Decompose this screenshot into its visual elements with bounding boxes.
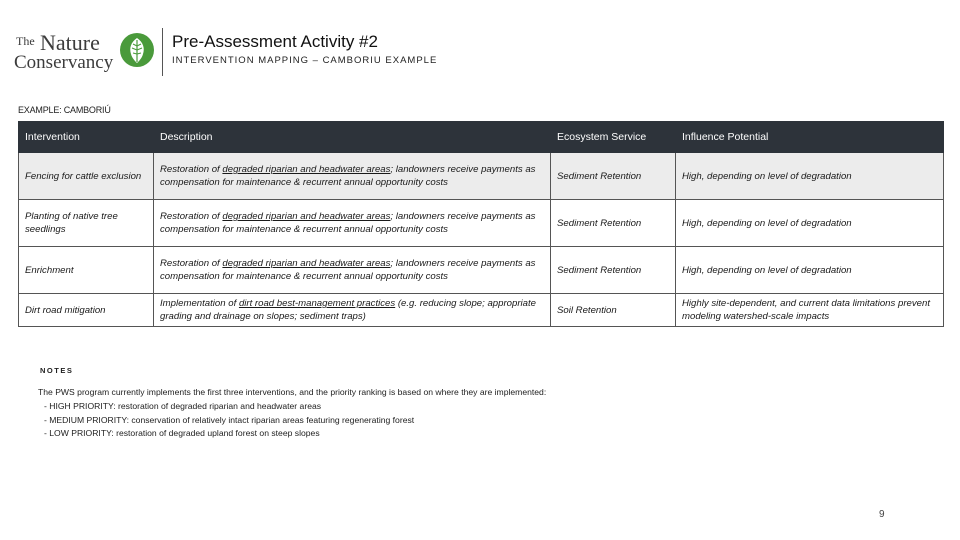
table-row <box>19 200 944 247</box>
table-row <box>19 247 944 294</box>
logo-conservancy: Conservancy <box>14 52 114 73</box>
description-underlined-term: degraded riparian and headwater areas <box>222 258 391 269</box>
list-item: - LOW PRIORITY: restoration of degraded upland forest on steep slopes <box>44 427 414 441</box>
cell-description: Implementation of dirt road best-management practices (e.g. reducing slope; appropriate grading and drainage on slopes; sediment traps) <box>154 294 551 327</box>
column-header-description: Description <box>154 122 551 153</box>
notes-heading: NOTES <box>40 366 74 375</box>
logo-nature: Nature <box>40 30 100 55</box>
tnc-logo <box>14 30 156 74</box>
cell-ecosystem-service: Soil Retention <box>551 294 676 327</box>
cell-description: Restoration of degraded riparian and headwater areas; landowners receive payments as compensation for maintenance & recurrent annual opportunity costs <box>154 153 551 200</box>
cell-ecosystem-service: Sediment Retention <box>551 153 676 200</box>
cell-intervention: Fencing for cattle exclusion <box>19 153 154 200</box>
description-underlined-term: degraded riparian and headwater areas <box>222 211 391 222</box>
table-row <box>19 153 944 200</box>
cell-ecosystem-service: Sediment Retention <box>551 200 676 247</box>
cell-influence-potential: High, depending on level of degradation <box>676 153 944 200</box>
cell-influence-potential: High, depending on level of degradation <box>676 247 944 294</box>
column-header-influence-potential: Influence Potential <box>676 122 944 153</box>
page-title: Pre-Assessment Activity #2 <box>172 32 378 51</box>
page-subtitle: INTERVENTION MAPPING – CAMBORIU EXAMPLE <box>172 55 438 66</box>
cell-influence-potential: High, depending on level of degradation <box>676 200 944 247</box>
cell-intervention: Planting of native tree seedlings <box>19 200 154 247</box>
cell-intervention: Enrichment <box>19 247 154 294</box>
cell-ecosystem-service: Sediment Retention <box>551 247 676 294</box>
intervention-table <box>18 121 944 327</box>
page-number: 9 <box>879 509 885 520</box>
logo-the: The <box>16 34 35 48</box>
notes-intro: The PWS program currently implements the first three interventions, and the priority ranking is based on where they are implemented: <box>38 387 547 397</box>
column-header-ecosystem-service: Ecosystem Service <box>551 122 676 153</box>
table-header-row <box>19 122 944 153</box>
cell-description: Restoration of degraded riparian and headwater areas; landowners receive payments as compensation for maintenance & recurrent annual opportunity costs <box>154 200 551 247</box>
list-item: - MEDIUM PRIORITY: conservation of relatively intact riparian areas featuring regenerating forest <box>44 414 414 428</box>
header-divider <box>162 28 163 76</box>
cell-description: Restoration of degraded riparian and headwater areas; landowners receive payments as compensation for maintenance & recurrent annual opportunity costs <box>154 247 551 294</box>
description-underlined-term: dirt road best-management practices <box>238 298 396 309</box>
description-underlined-term: degraded riparian and headwater areas <box>222 164 391 175</box>
table-row <box>19 294 944 327</box>
example-label: EXAMPLE: CAMBORIÚ <box>18 105 111 115</box>
cell-intervention: Dirt road mitigation <box>19 294 154 327</box>
list-item: - HIGH PRIORITY: restoration of degraded riparian and headwater areas <box>44 400 414 414</box>
notes-list <box>44 400 414 441</box>
column-header-intervention: Intervention <box>19 122 154 153</box>
oak-leaf-globe-icon <box>118 30 156 70</box>
cell-influence-potential: Highly site-dependent, and current data limitations prevent modeling watershed-scale impacts <box>676 294 944 327</box>
